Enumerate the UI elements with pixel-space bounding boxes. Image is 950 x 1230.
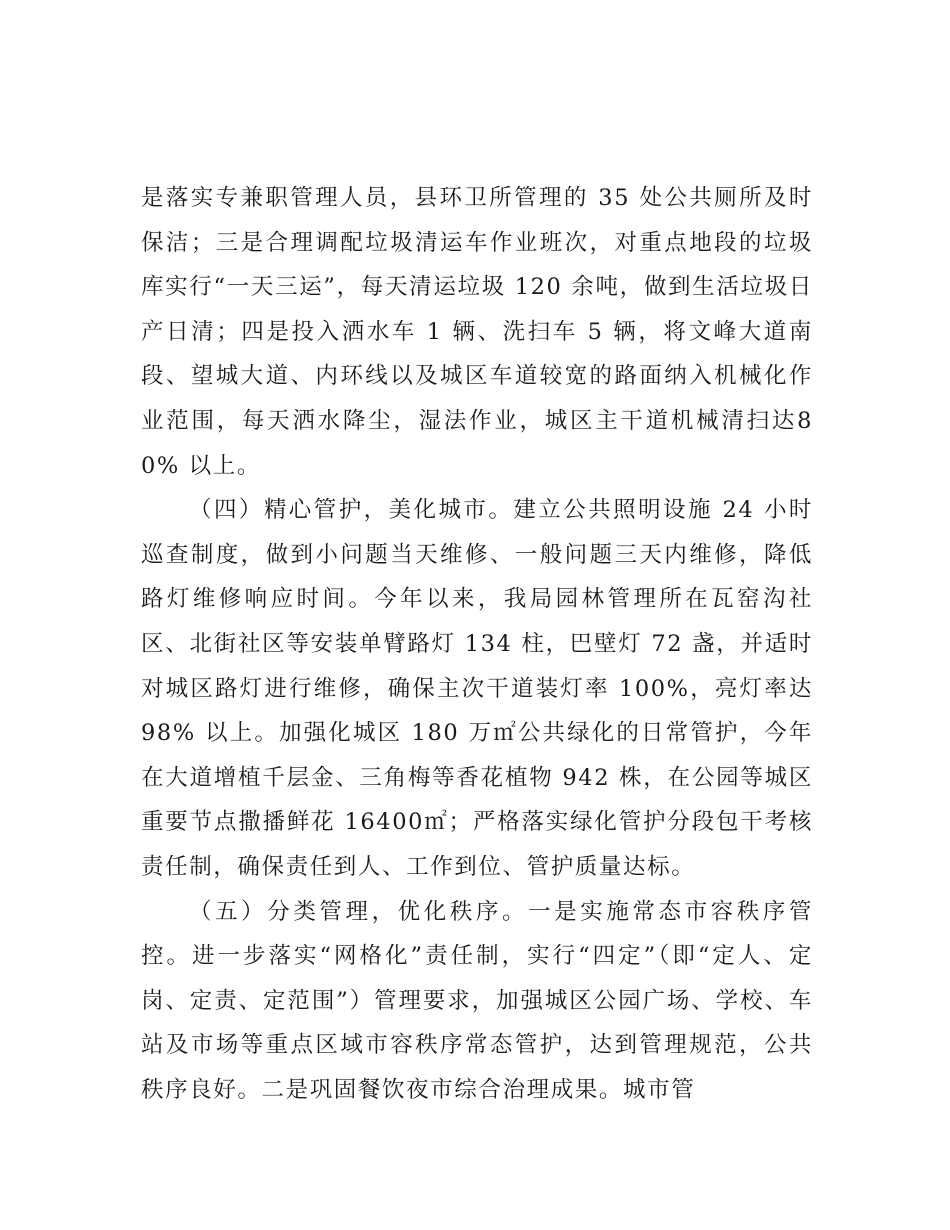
paragraph-sanitation: 是落实专兼职管理人员，县环卫所管理的 35 处公共厕所及时保洁；三是合理调配垃圾清运车作业班次，对重点地段的垃圾库实行“一天三运”，每天清运垃圾 120 余吨，做到生活垃圾日产日清；四是投入洒水车 1 辆、洗扫车 5 辆，将文峰大道南段、望城大道、内环线以及城区车道较宽的路面纳入机械化作业范围，每天洒水降尘，湿法作业，城区主干道机械清扫达80% 以上。 [141,185,813,479]
paragraph-order-management: （五）分类管理，优化秩序。一是实施常态市容秩序管控。进一步落实“网格化”责任制，实行“四定”（即“定人、定岗、定责、定范围”）管理要求，加强城区公园广场、学校、车站及市场等重点区域市容秩序常态管护，达到管理规范，公共秩序良好。二是巩固餐饮夜市综合治理成果。城市管 [141,898,813,1103]
document-body [141,176,813,1112]
paragraph-lighting-greening: （四）精心管护，美化城市。建立公共照明设施 24 小时巡查制度，做到小问题当天维修、一般问题三天内维修，降低路灯维修响应时间。今年以来，我局园林管理所在瓦窑沟社区、北街社区等安装单臂路灯 134 柱，巴壁灯 72 盏，并适时对城区路灯进行维修，确保主次干道装灯率 100%，亮灯率达98% 以上。加强化城区 180 万㎡公共绿化的日常管护，今年在大道增植千层金、三角梅等香花植物 942 株，在公园等城区重要节点撒播鲜花 16400㎡；严格落实绿化管护分段包干考核责任制，确保责任到人、工作到位、管护质量达标。 [141,497,813,880]
